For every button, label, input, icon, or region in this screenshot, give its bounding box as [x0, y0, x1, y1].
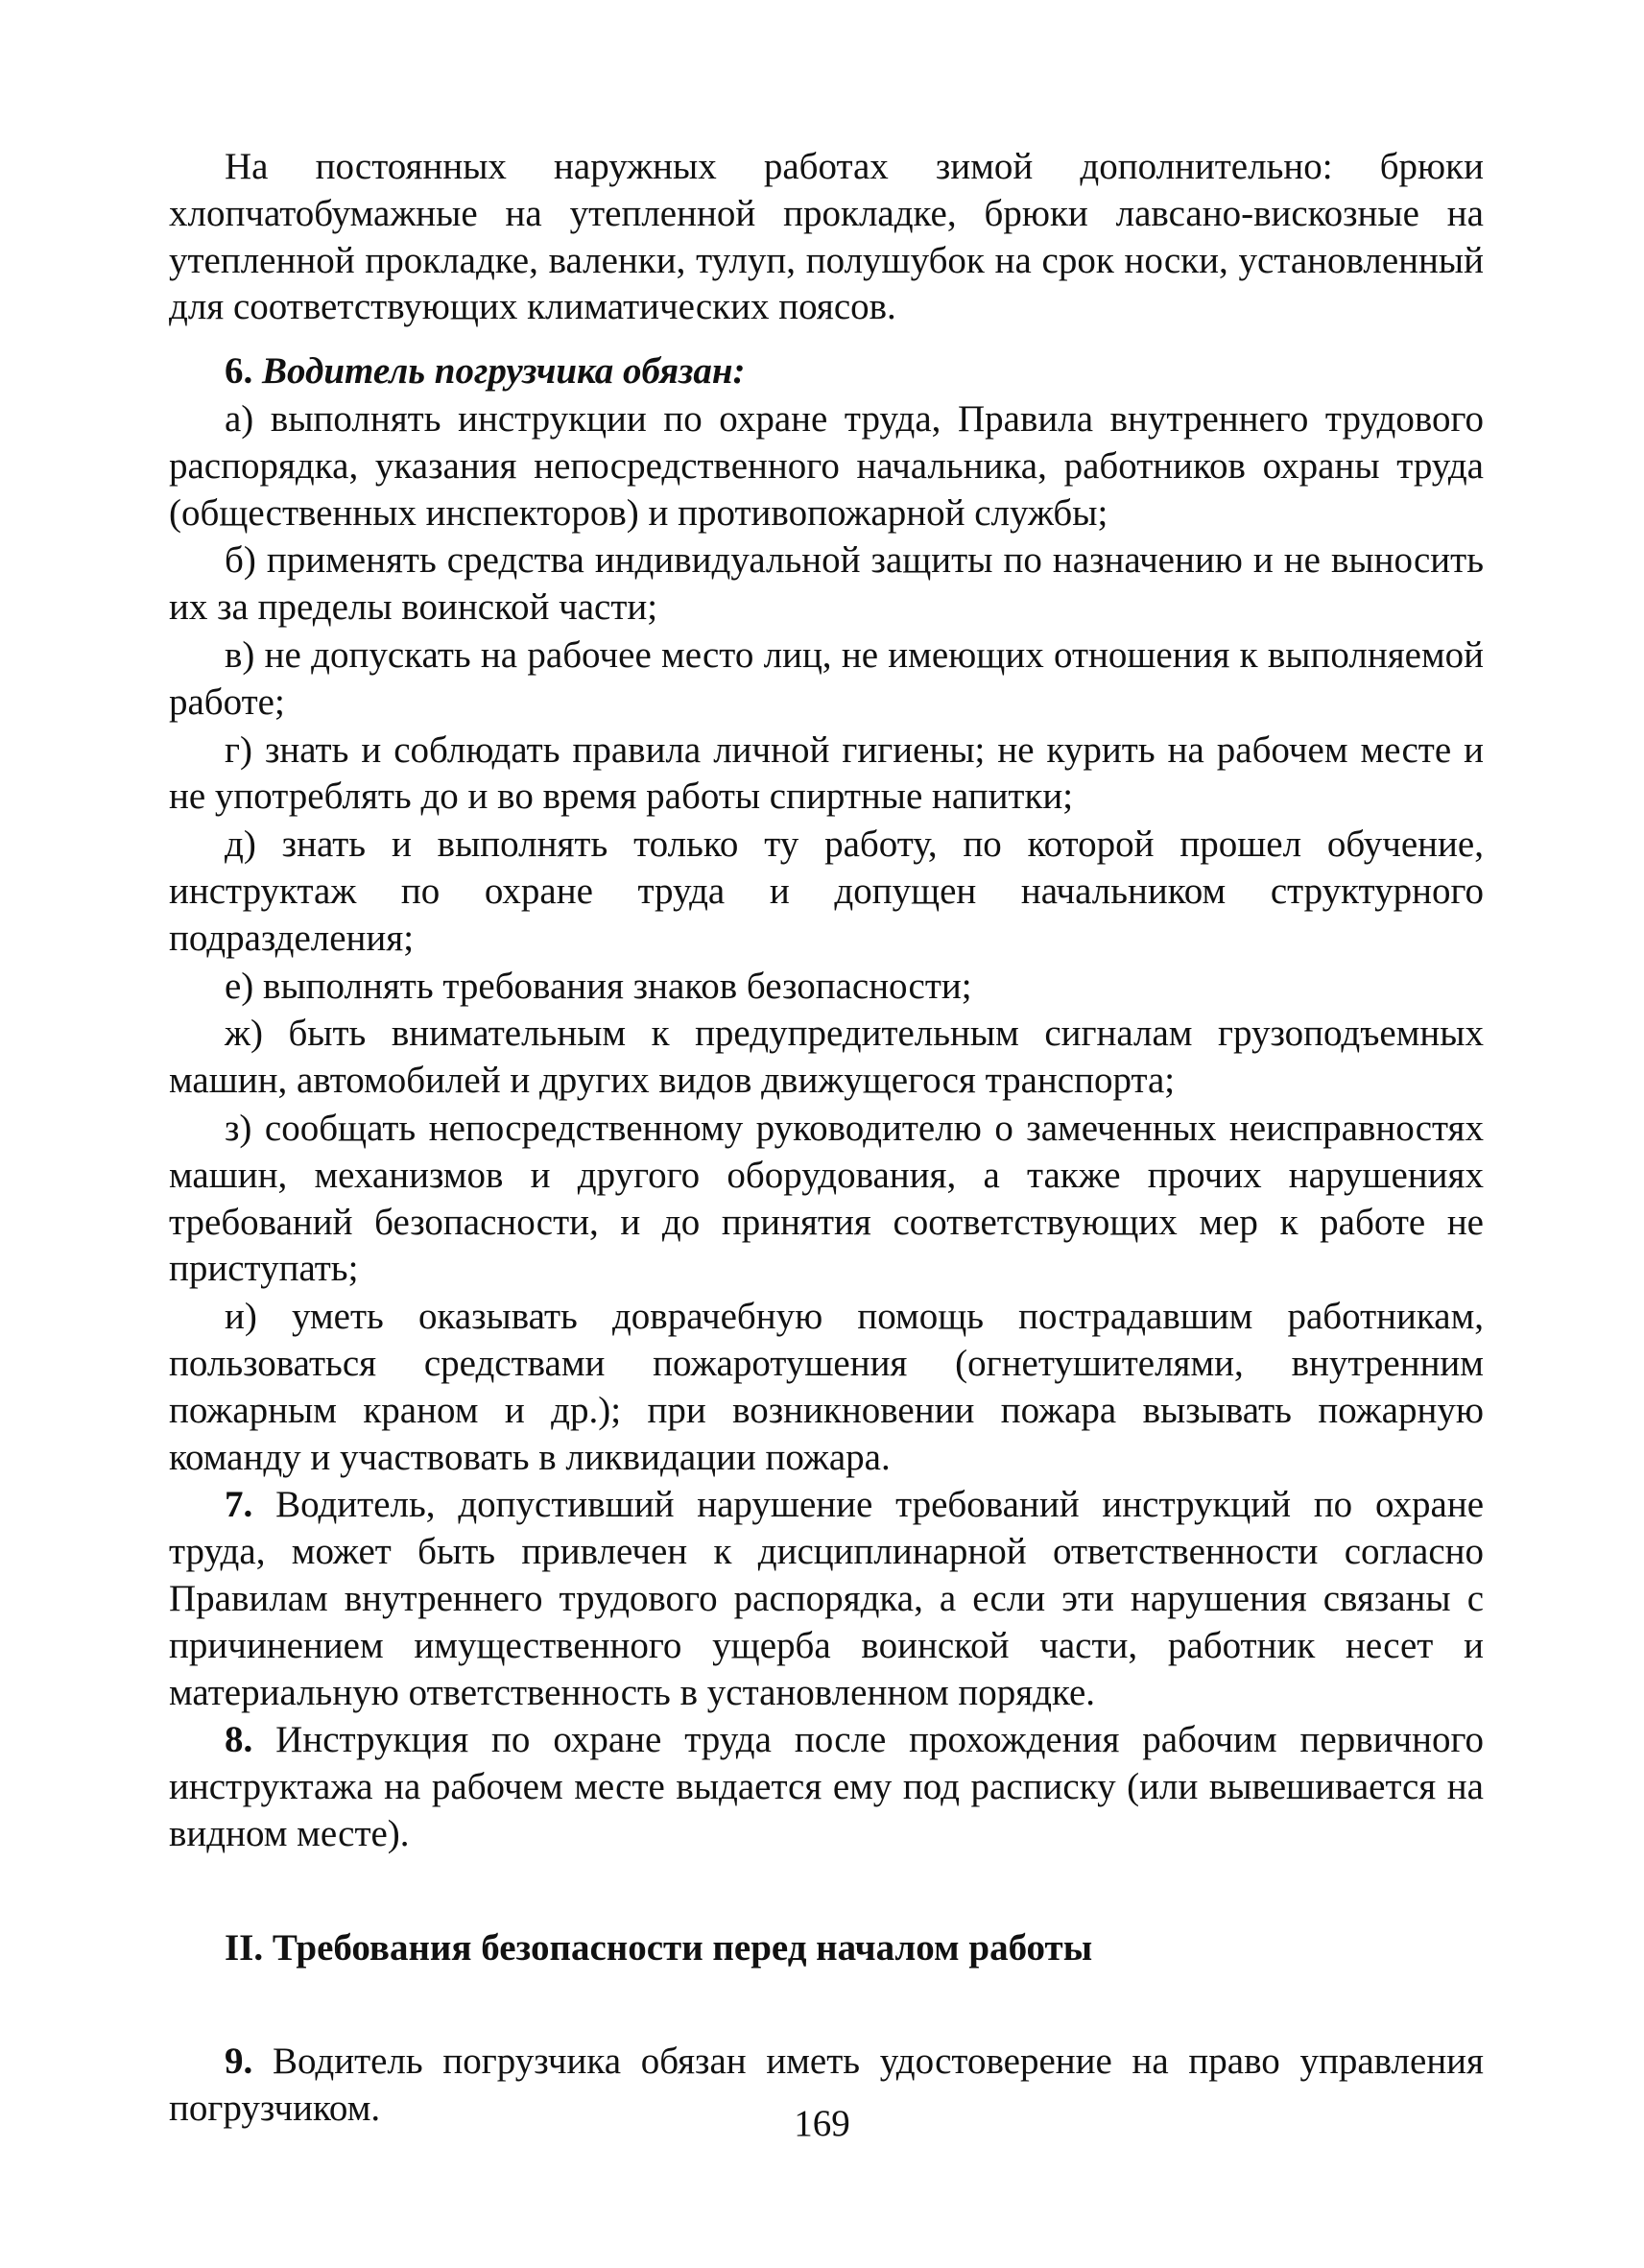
item-6-number: 6. — [225, 350, 253, 393]
document-page — [169, 144, 1484, 2133]
item-9-text: Водитель погрузчика обязан иметь удостоверение на право управления погрузчиком. — [169, 2041, 1484, 2130]
item-6-heading — [169, 348, 1484, 395]
item-6-subitem-d: д) знать и выполнять только ту работу, по которой прошел обучение, инструктаж по охране труда и допущен начальником структурного подразделения; — [169, 824, 1484, 959]
item-8-paragraph — [169, 1717, 1484, 1857]
item-6-subitem-z: з) сообщать непосредственному руководителю о замеченных неисправностях машин, механизмов и другого оборудования, а также прочих нарушениях требований безопасности, и до принятия соответствующих мер к работе не приступать; — [169, 1107, 1484, 1290]
item-6-subitem-e: е) выполнять требования знаков безопасности; — [225, 965, 972, 1007]
intro-paragraph: На постоянных наружных работах зимой дополнительно: брюки хлопчатобумажные на утепленной прокладке, брюки лавсано-вискозные на утепленной прокладке, валенки, тулуп, полушубок на срок носки, установленный для соответствующих климатических поясов. — [169, 146, 1484, 328]
item-7-number: 7. — [225, 1484, 253, 1526]
page-number: 169 — [794, 2103, 850, 2144]
item-7-text: Водитель, допустивший нарушение требований инструкций по охране труда, может быть привлечен к дисциплинарной ответственности согласно Правилам внутреннего трудового распорядка, а если эти нарушения связаны с причинением имущественного ущерба воинской части, работник несет и материальную ответственность в установленном порядке. — [169, 1484, 1485, 1713]
item-6-subitem-a: а) выполнять инструкции по охране труда, Правила внутреннего трудового распорядка, указания непосредственного начальника, работников охраны труда (общественных инспекторов) и противопожарной службы; — [169, 397, 1484, 534]
item-8-number: 8. — [225, 1719, 253, 1761]
item-7-paragraph — [169, 1482, 1484, 1716]
item-6-subitem-v: в) не допускать на рабочее место лиц, не имеющих отношения к выполняемой работе; — [169, 633, 1484, 723]
item-6-subitem-i: и) уметь оказывать доврачебную помощь пострадавшим работникам, пользоваться средствами пожаротушения (огнетушителями, внутренним пожарным краном и др.); при возникновении пожара вызывать пожарную команду и участвовать в ликвидации пожара. — [169, 1296, 1484, 1478]
item-6-subitem-b: б) применять средства индивидуальной защиты по назначению и не выносить их за пределы воинской части; — [169, 539, 1484, 629]
section-2-heading: II. Требования безопасности перед началом работы — [225, 1926, 1093, 1969]
item-6-subitem-zh: ж) быть внимательным к предупредительным сигналам грузоподъемных машин, автомобилей и других видов движущегося транспорта; — [169, 1013, 1484, 1102]
item-6-subitem-g: г) знать и соблюдать правила личной гигиены; не курить на рабочем месте и не употреблять до и во время работы спиртные напитки; — [169, 728, 1484, 818]
item-9-number: 9. — [225, 2041, 253, 2083]
item-6-title: Водитель погрузчика обязан: — [262, 350, 746, 393]
item-8-text: Инструкция по охране труда после прохождения рабочим первичного инструктажа на рабочем месте выдается ему под расписку (или вывешивается на видном месте). — [169, 1719, 1484, 1854]
